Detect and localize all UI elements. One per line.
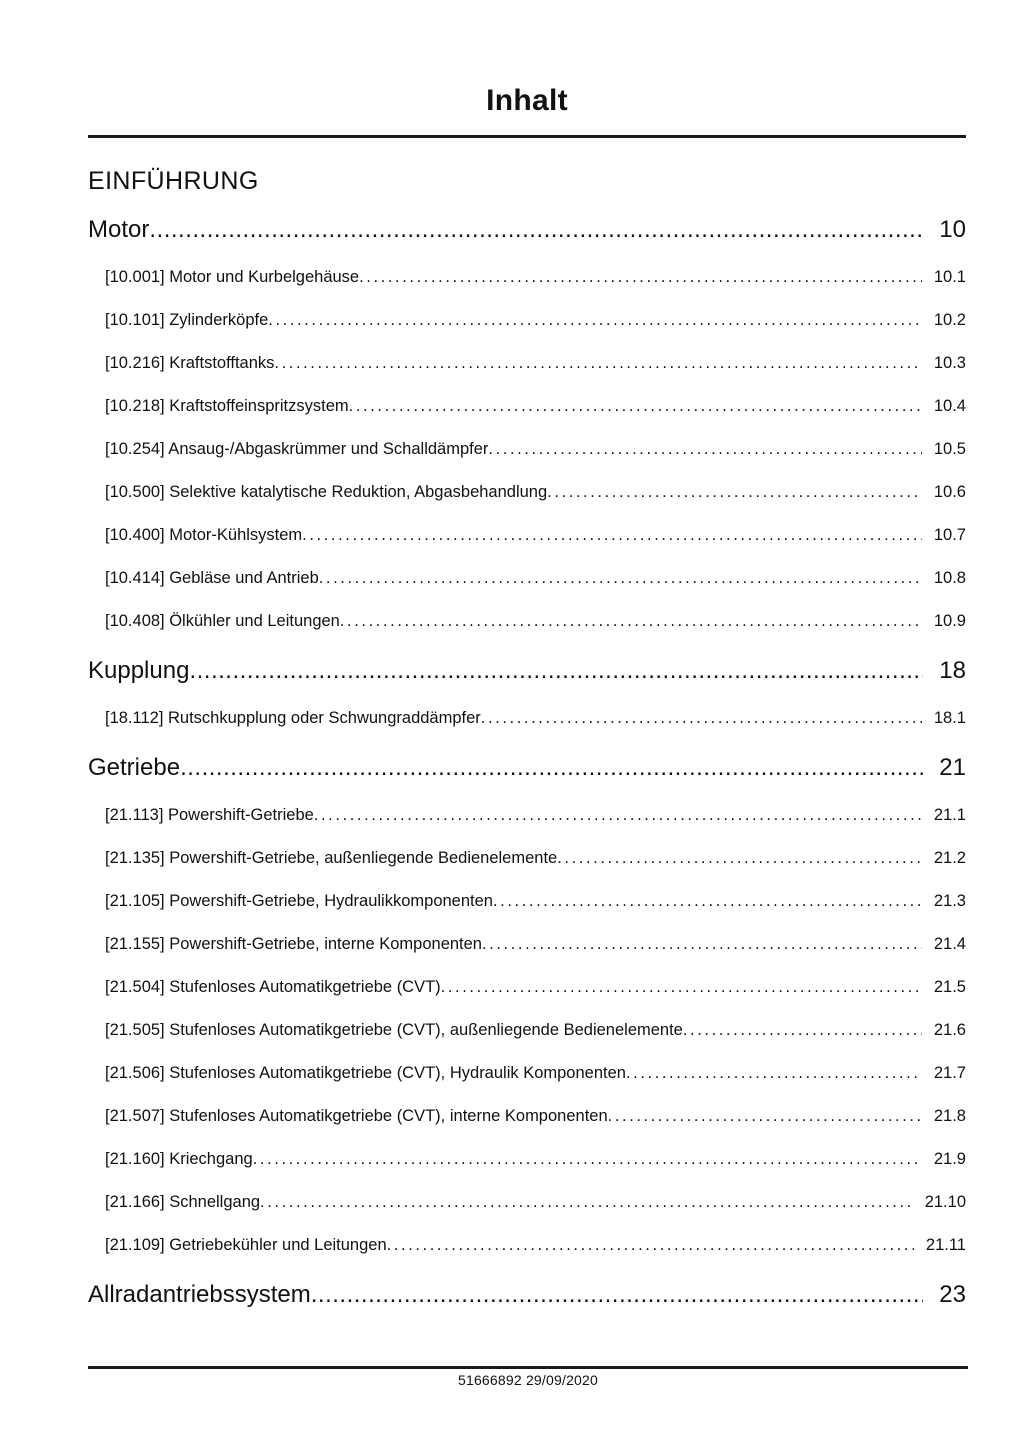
toc-entry-page: 10.6 — [933, 483, 966, 501]
toc-entry-page: 10.4 — [933, 397, 966, 415]
dot-leader — [340, 600, 922, 643]
section-heading-einfuehrung: EINFÜHRUNG — [88, 167, 259, 195]
footer-doc-info: 51666892 29/09/2020 — [457, 1372, 599, 1388]
toc-entry-page: 10.1 — [933, 268, 966, 286]
toc-entry-label: [21.109] Getriebekühler und Leitungen — [105, 1236, 387, 1254]
toc-entry-row[interactable] — [88, 837, 966, 880]
toc-section-row[interactable] — [88, 1273, 966, 1317]
dot-leader — [488, 428, 921, 471]
dot-leader — [387, 1224, 914, 1267]
dot-leader — [608, 1095, 922, 1138]
toc-entry-row[interactable] — [88, 1095, 966, 1138]
toc-section-page: 10 — [939, 216, 966, 243]
toc-section-row[interactable] — [88, 649, 966, 693]
dot-leader — [626, 1052, 922, 1095]
dot-leader — [260, 1181, 913, 1224]
toc-entry-row[interactable] — [88, 342, 966, 385]
toc-entry-row[interactable] — [88, 966, 966, 1009]
toc-entry-page: 10.9 — [933, 612, 966, 630]
footer — [88, 1366, 968, 1388]
dot-leader — [683, 1009, 922, 1052]
toc-section-label: Kupplung — [88, 657, 190, 684]
toc-entry-label: [10.218] Kraftstoffeinspritzsystem — [105, 397, 349, 415]
toc-entry-page: 21.8 — [933, 1107, 966, 1125]
header-rule — [88, 135, 966, 138]
toc-section-page: 23 — [939, 1281, 966, 1308]
dot-leader — [149, 208, 923, 252]
toc-entry-page: 10.3 — [933, 354, 966, 372]
toc-entry-row[interactable] — [88, 514, 966, 557]
toc-entry-row[interactable] — [88, 1052, 966, 1095]
toc-entry-label: [21.160] Kriechgang — [105, 1150, 253, 1168]
toc-entry-row[interactable] — [88, 880, 966, 923]
dot-leader — [314, 794, 922, 837]
toc-entry-page: 21.7 — [933, 1064, 966, 1082]
toc-entry-label: [10.254] Ansaug-/Abgaskrümmer und Schalldämpfer — [105, 440, 489, 458]
toc-entry-label: [10.101] Zylinderköpfe — [105, 311, 269, 329]
toc-section-label: Getriebe — [88, 754, 181, 781]
footer-rule — [88, 1366, 968, 1369]
dot-leader — [319, 557, 922, 600]
toc-entry-page: 10.2 — [933, 311, 966, 329]
toc-entry-row[interactable] — [88, 428, 966, 471]
toc-entry-label: [21.506] Stufenloses Automatikgetriebe (CVT), Hydraulik Komponenten — [105, 1064, 626, 1082]
toc-entry-label: [10.414] Gebläse und Antrieb — [105, 569, 319, 587]
toc-entry-row[interactable] — [88, 299, 966, 342]
toc-entry-label: [21.505] Stufenloses Automatikgetriebe (CVT), außenliegende Bedienelemente — [105, 1021, 683, 1039]
toc-entry-label: [10.001] Motor und Kurbelgehäuse — [105, 268, 360, 286]
toc-entry-label: [10.216] Kraftstofftanks — [105, 354, 275, 372]
toc-entry-page: 21.10 — [924, 1193, 966, 1211]
toc-section-row[interactable] — [88, 746, 966, 790]
dot-leader — [274, 342, 921, 385]
toc-entry-page: 21.2 — [933, 849, 966, 867]
toc-entry-row[interactable] — [88, 385, 966, 428]
toc-entry-label: [10.400] Motor-Kühlsystem — [105, 526, 303, 544]
toc-entry-label: [21.113] Powershift-Getriebe — [105, 806, 314, 824]
toc-entry-row[interactable] — [88, 256, 966, 299]
dot-leader — [547, 471, 922, 514]
dot-leader — [557, 837, 922, 880]
toc-entry-row[interactable] — [88, 1138, 966, 1181]
toc-entry-page: 21.3 — [933, 892, 966, 910]
toc-entry-row[interactable] — [88, 471, 966, 514]
dot-leader — [481, 697, 922, 740]
dot-leader — [253, 1138, 922, 1181]
page-title: Inhalt — [486, 84, 568, 117]
toc-section-page: 18 — [939, 657, 966, 684]
dot-leader — [189, 649, 923, 693]
dot-leader — [493, 880, 922, 923]
toc-entry-row[interactable] — [88, 794, 966, 837]
toc-section-row[interactable] — [88, 208, 966, 252]
dot-leader — [359, 256, 922, 299]
dot-leader — [302, 514, 922, 557]
toc-entry-row[interactable] — [88, 697, 966, 740]
dot-leader — [268, 299, 922, 342]
toc-entry-label: [21.507] Stufenloses Automatikgetriebe (CVT), interne Komponenten — [105, 1107, 608, 1125]
dot-leader — [180, 746, 923, 790]
toc-entry-page: 10.8 — [933, 569, 966, 587]
toc-entry-row[interactable] — [88, 1224, 966, 1267]
dot-leader — [311, 1273, 924, 1317]
dot-leader — [441, 966, 922, 1009]
toc-entry-label: [10.408] Ölkühler und Leitungen — [105, 612, 340, 630]
toc-entry-label: [21.504] Stufenloses Automatikgetriebe (CVT) — [105, 978, 441, 996]
dot-leader — [349, 385, 922, 428]
toc-entry-page: 21.6 — [933, 1021, 966, 1039]
toc-entry-row[interactable] — [88, 1181, 966, 1224]
toc-section-page: 21 — [939, 754, 966, 781]
toc-entry-page: 10.7 — [933, 526, 966, 544]
toc-entry-label: [21.105] Powershift-Getriebe, Hydraulikkomponenten — [105, 892, 493, 910]
toc-entry-page: 21.11 — [925, 1236, 966, 1254]
toc-section-label: Allradantriebssystem — [88, 1281, 311, 1308]
toc-entry-row[interactable] — [88, 923, 966, 966]
toc-entry-page: 21.5 — [933, 978, 966, 996]
toc-entry-page: 10.5 — [933, 440, 966, 458]
toc-entry-label: [21.155] Powershift-Getriebe, interne Komponenten — [105, 935, 482, 953]
toc-entry-page: 21.4 — [933, 935, 966, 953]
toc-section-label: Motor — [88, 216, 150, 243]
toc-entry-page: 21.1 — [933, 806, 966, 824]
toc-entry-label: [21.166] Schnellgang — [105, 1193, 261, 1211]
toc-entry-label: [10.500] Selektive katalytische Reduktion, Abgasbehandlung — [105, 483, 548, 501]
toc-entry-label: [21.135] Powershift-Getriebe, außenliegende Bedienelemente — [105, 849, 558, 867]
toc-entry-row[interactable] — [88, 1009, 966, 1052]
toc — [88, 166, 966, 1317]
toc-entry-label: [18.112] Rutschkupplung oder Schwungraddämpfer — [105, 709, 481, 727]
toc-entry-page: 21.9 — [933, 1150, 966, 1168]
toc-entry-row[interactable] — [88, 600, 966, 643]
toc-entry-row[interactable] — [88, 557, 966, 600]
toc-entry-page: 18.1 — [933, 709, 966, 727]
dot-leader — [482, 923, 922, 966]
